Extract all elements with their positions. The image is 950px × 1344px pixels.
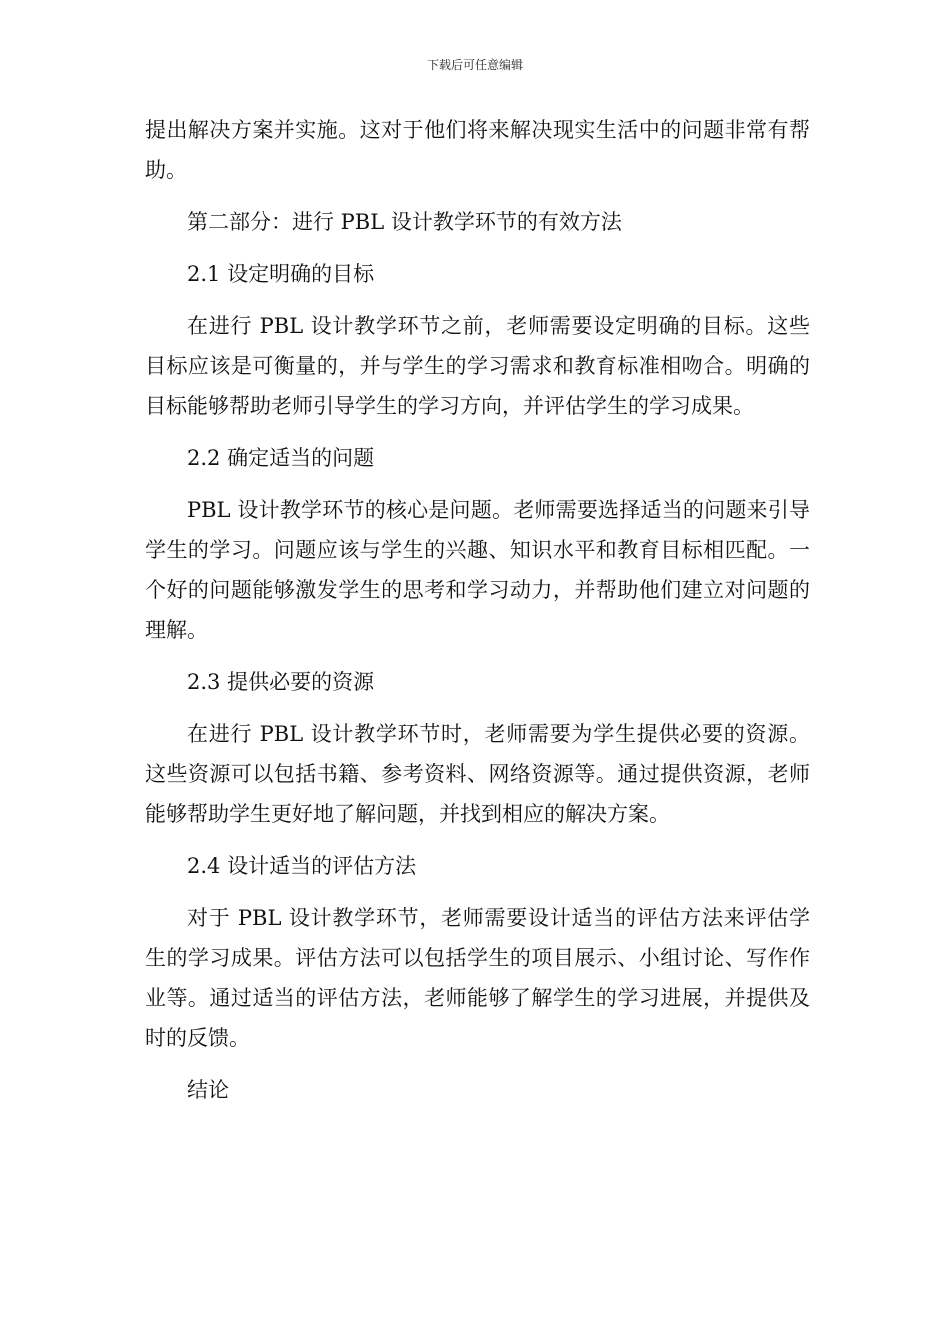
- page-header-note: 下载后可任意编辑: [426, 58, 523, 72]
- paragraph-2-2: PBL 设计教学环节的核心是问题。老师需要选择适当的问题来引导学生的学习。问题应该与学生的兴趣、知识水平和教育目标相匹配。一个好的问题能够激发学生的思考和学习动力，并帮助他们建立对问题的理解。: [145, 498, 810, 642]
- section-heading-2-3: 2.3 提供必要的资源: [187, 670, 375, 694]
- section-heading-part2: 第二部分：进行 PBL 设计教学环节的有效方法: [187, 210, 622, 234]
- paragraph-2-1: 在进行 PBL 设计教学环节之前，老师需要设定明确的目标。这些目标应该是可衡量的，并与学生的学习需求和教育标准相吻合。明确的目标能够帮助老师引导学生的学习方向，并评估学生的学习成果。: [145, 314, 810, 418]
- section-heading-2-2: 2.2 确定适当的问题: [187, 446, 375, 470]
- paragraph-2-3: 在进行 PBL 设计教学环节时，老师需要为学生提供必要的资源。这些资源可以包括书籍、参考资料、网络资源等。通过提供资源，老师能够帮助学生更好地了解问题，并找到相应的解决方案。: [145, 722, 810, 826]
- section-heading-2-1: 2.1 设定明确的目标: [187, 262, 375, 286]
- section-heading-conclusion: 结论: [187, 1078, 229, 1102]
- paragraph-intro-end: 提出解决方案并实施。这对于他们将来解决现实生活中的问题非常有帮助。: [145, 118, 810, 182]
- section-heading-2-4: 2.4 设计适当的评估方法: [187, 854, 417, 878]
- document-body: [145, 110, 810, 1122]
- paragraph-2-4: 对于 PBL 设计教学环节，老师需要设计适当的评估方法来评估学生的学习成果。评估方法可以包括学生的项目展示、小组讨论、写作作业等。通过适当的评估方法，老师能够了解学生的学习进展，并提供及时的反馈。: [145, 906, 810, 1050]
